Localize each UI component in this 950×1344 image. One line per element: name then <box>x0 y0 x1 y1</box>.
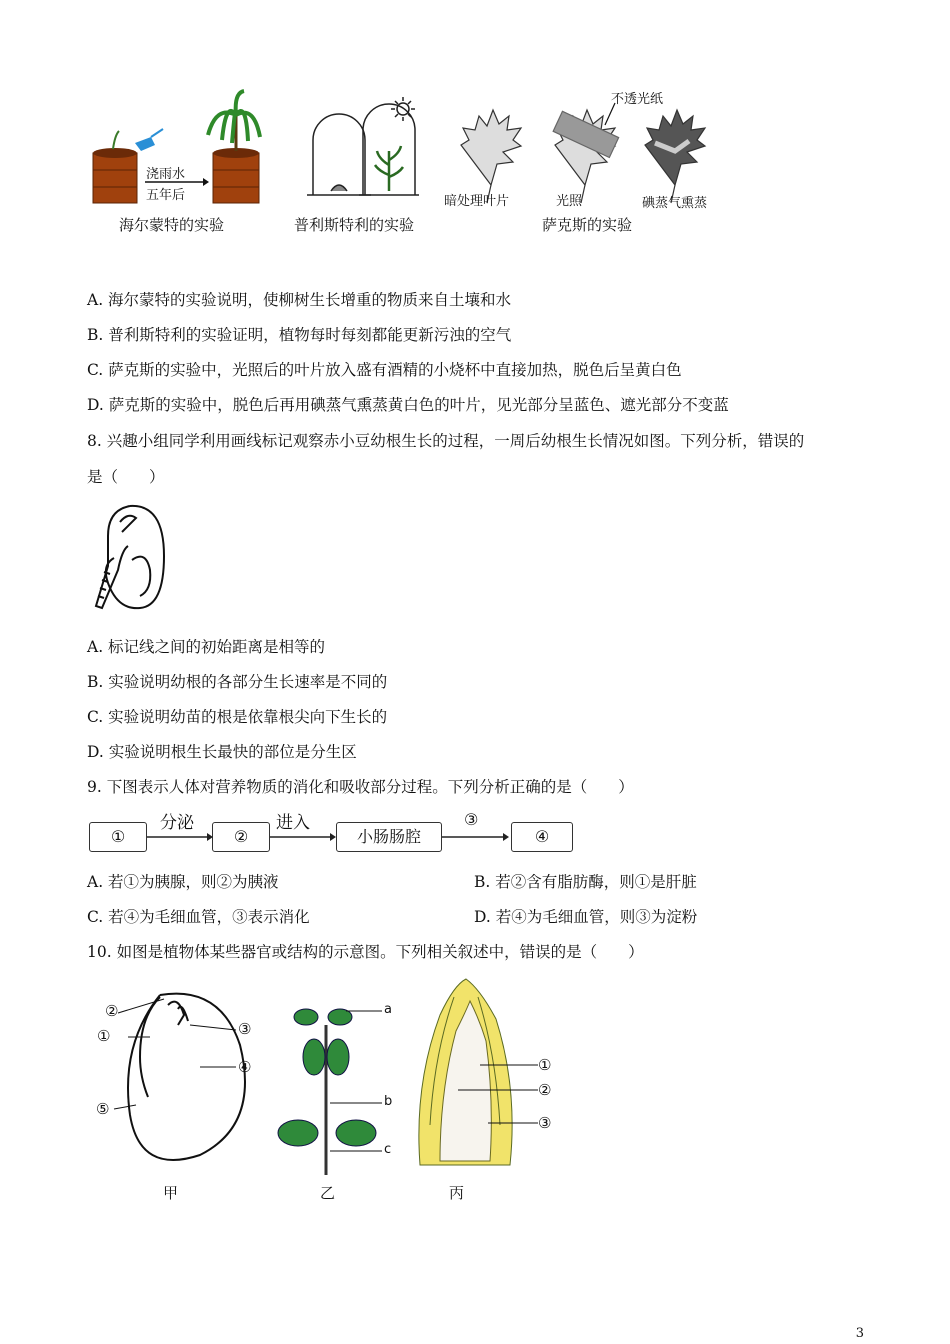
flow-box-1: ① <box>89 822 147 852</box>
helmont-caption: 海尔蒙特的实验 <box>119 216 225 234</box>
helmont-barrel-left <box>93 131 137 203</box>
q8-option-b: B. 实验说明幼根的各部分生长速率是不同的 <box>87 673 388 691</box>
q7-option-d: D. 萨克斯的实验中，脱色后再用碘蒸气熏蒸黄白色的叶片，见光部分呈蓝色、遮光部分不变蓝 <box>87 396 729 414</box>
plant-shoot-drawing <box>278 1009 382 1175</box>
bing-label-1: ① <box>538 1056 552 1074</box>
sachs-leaves <box>461 103 705 203</box>
arrow-text-rain: 浇雨水 <box>146 167 186 182</box>
bing-label-3: ③ <box>538 1114 552 1132</box>
q7-option-a: A. 海尔蒙特的实验说明，使柳树生长增重的物质来自土壤和水 <box>87 291 512 309</box>
yi-label-a: a <box>384 1002 392 1017</box>
bean-root-figure <box>90 500 175 615</box>
q9-option-c: C. 若④为毛细血管，③表示消化 <box>87 908 310 926</box>
q7-option-b: B. 普利斯特利的实验证明，植物每时每刻都能更新污浊的空气 <box>87 326 512 344</box>
watering-can <box>135 129 163 151</box>
q7-option-c: C. 萨克斯的实验中，光照后的叶片放入盛有酒精的小烧杯中直接加热，脱色后呈黄白色 <box>87 361 682 379</box>
flow-box-3: 小肠肠腔 <box>336 822 442 852</box>
q8-option-d: D. 实验说明根生长最快的部位是分生区 <box>87 743 357 761</box>
bing-label-2: ② <box>538 1081 552 1099</box>
arrow-label-secrete: 分泌 <box>160 813 194 833</box>
dark-leaf-label: 暗处理叶片 <box>444 194 510 209</box>
yi-label-c: c <box>384 1142 392 1157</box>
yi-label-b: b <box>384 1094 393 1109</box>
q8-option-c: C. 实验说明幼苗的根是依靠根尖向下生长的 <box>87 708 388 726</box>
caption-yi: 乙 <box>320 1184 336 1202</box>
iodine-label: 碘蒸气熏蒸 <box>642 196 708 211</box>
opaque-paper-label: 不透光纸 <box>611 92 664 107</box>
flow-box-4: ④ <box>511 822 573 852</box>
q9-option-b: B. 若②含有脂肪酶，则①是肝脏 <box>474 873 697 891</box>
jia-label-5: ⑤ <box>96 1100 110 1118</box>
caption-jia: 甲 <box>163 1184 179 1202</box>
sachs-caption: 萨克斯的实验 <box>542 216 633 234</box>
helmont-barrel-right <box>208 91 260 203</box>
q9-option-a: A. 若①为胰腺，则②为胰液 <box>87 873 279 891</box>
q8-stem-line2: 是（ ） <box>87 468 165 486</box>
priestley-caption: 普利斯特利的实验 <box>294 216 415 234</box>
q10-stem: 10. 如图是植物体某些器官或结构的示意图。下列相关叙述中，错误的是（ ） <box>87 943 644 961</box>
caption-bing: 丙 <box>449 1184 465 1202</box>
jia-label-4: ④ <box>238 1058 252 1076</box>
bud-section-drawing <box>419 979 538 1165</box>
arrow-label-3: ③ <box>464 810 479 829</box>
jia-label-2: ② <box>105 1002 119 1020</box>
jia-label-1: ① <box>97 1027 111 1045</box>
light-label: 光照 <box>556 194 583 209</box>
q9-stem: 9. 下图表示人体对营养物质的消化和吸收部分过程。下列分析正确的是（ ） <box>87 778 634 796</box>
priestley-jars <box>307 97 419 195</box>
jia-label-3: ③ <box>238 1020 252 1038</box>
page-number: 3 <box>855 1326 864 1341</box>
q9-option-d: D. 若④为毛细血管，则③为淀粉 <box>474 908 698 926</box>
plant-structures-figure <box>90 975 570 1175</box>
q8-stem-line1: 8. 兴趣小组同学利用画线标记观察赤小豆幼根生长的过程，一周后幼根生长情况如图。下列分析，错误的 <box>87 432 805 450</box>
flow-box-2: ② <box>212 822 270 852</box>
arrow-text-years: 五年后 <box>146 188 186 203</box>
bean-seed-drawing <box>114 994 245 1160</box>
flow-arrows <box>145 828 515 844</box>
q8-option-a: A. 标记线之间的初始距离是相等的 <box>87 638 326 656</box>
arrow-label-enter: 进入 <box>276 813 310 833</box>
